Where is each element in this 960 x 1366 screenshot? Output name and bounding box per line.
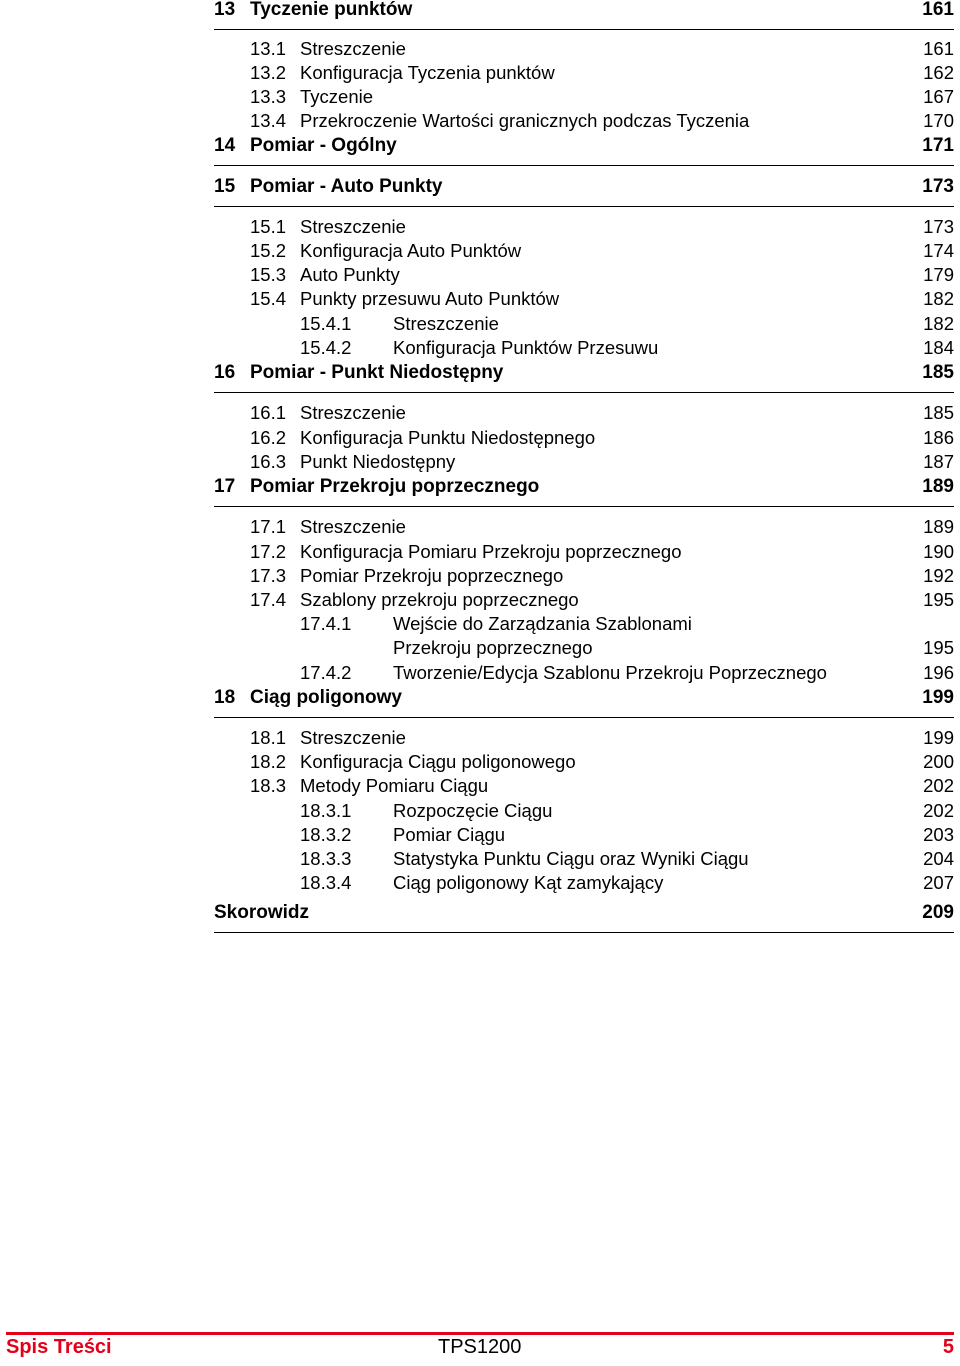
toc-subsection[interactable] <box>214 823 954 847</box>
section-page: 182 <box>923 313 954 334</box>
section-number: 13.2 <box>250 62 287 83</box>
section-title: Tyczenie <box>300 86 374 107</box>
section-page: 189 <box>923 516 954 537</box>
section-page: 203 <box>923 824 954 845</box>
section-title: Wejście do Zarządzania Szablonami <box>393 613 692 634</box>
section-number: 18.3.3 <box>300 848 352 869</box>
section-page: 199 <box>923 727 954 748</box>
section-page: 207 <box>923 872 954 893</box>
section-number: 13.3 <box>250 86 287 107</box>
section-number: 17.4 <box>250 589 287 610</box>
section-page: 185 <box>923 402 954 423</box>
chapter-number: 14 <box>214 135 236 156</box>
section-page: 187 <box>923 451 954 472</box>
section-page: 173 <box>923 216 954 237</box>
toc-section[interactable] <box>214 109 954 133</box>
section-page: 170 <box>923 110 954 131</box>
section-number: 18.3 <box>250 775 287 796</box>
chapter-number: 18 <box>214 687 236 708</box>
section-number: 15.1 <box>250 216 287 237</box>
section-number: 18.1 <box>250 727 287 748</box>
toc-subsection[interactable] <box>214 661 954 685</box>
section-title: Metody Pomiaru Ciągu <box>300 775 489 796</box>
section-page: 190 <box>923 541 954 562</box>
chapter-title: Ciąg poligonowy <box>250 687 402 708</box>
section-title: Tworzenie/Edycja Szablonu Przekroju Poprzecznego <box>393 662 827 683</box>
section-title: Pomiar Przekroju poprzecznego <box>300 565 564 586</box>
toc-section[interactable] <box>214 564 954 588</box>
section-number: 15.4.1 <box>300 313 352 334</box>
toc-section[interactable] <box>214 287 954 311</box>
chapter-page: 189 <box>922 476 954 497</box>
chapter-title: Pomiar Przekroju poprzecznego <box>250 476 540 497</box>
section-number: 18.3.2 <box>300 824 352 845</box>
section-page: 196 <box>923 662 954 683</box>
chapter-title: Pomiar - Punkt Niedostępny <box>250 362 504 383</box>
section-title: Streszczenie <box>300 38 406 59</box>
section-title: Punkty przesuwu Auto Punktów <box>300 288 560 309</box>
toc-section[interactable] <box>214 215 954 239</box>
chapter-page: 173 <box>922 176 954 197</box>
section-page: 204 <box>923 848 954 869</box>
section-title: Streszczenie <box>300 216 406 237</box>
chapter-page: 161 <box>922 0 954 20</box>
chapter-page: 171 <box>922 135 954 156</box>
section-number: 15.2 <box>250 240 287 261</box>
chapter-number: 13 <box>214 0 236 20</box>
chapter-title: Skorowidz <box>214 902 310 923</box>
section-number: 16.2 <box>250 427 287 448</box>
section-title: Auto Punkty <box>300 264 400 285</box>
section-title: Konfiguracja Auto Punktów <box>300 240 522 261</box>
toc-chapter[interactable] <box>214 688 954 718</box>
section-title: Streszczenie <box>300 402 406 423</box>
section-number: 18.3.1 <box>300 800 352 821</box>
section-title: Przekroczenie Wartości granicznych podczas Tyczenia <box>300 110 750 131</box>
chapter-title: Pomiar - Auto Punkty <box>250 176 443 197</box>
section-title: Punkt Niedostępny <box>300 451 456 472</box>
toc-section[interactable] <box>214 263 954 287</box>
section-page: 174 <box>923 240 954 261</box>
toc-section[interactable] <box>214 726 954 750</box>
toc-subsection[interactable] <box>214 799 954 823</box>
toc-subsection[interactable] <box>214 636 954 660</box>
footer-section-label: Spis Treści <box>6 1336 112 1358</box>
section-page: 202 <box>923 775 954 796</box>
section-title: Szablony przekroju poprzecznego <box>300 589 579 610</box>
page-footer <box>0 1330 960 1366</box>
chapter-number: 15 <box>214 176 236 197</box>
chapter-page: 209 <box>922 902 954 923</box>
section-page: 162 <box>923 62 954 83</box>
section-title: Rozpoczęcie Ciągu <box>393 800 553 821</box>
section-page: 184 <box>923 337 954 358</box>
section-title: Konfiguracja Tyczenia punktów <box>300 62 555 83</box>
toc-chapter[interactable] <box>214 177 954 207</box>
section-number: 16.3 <box>250 451 287 472</box>
section-page: 167 <box>923 86 954 107</box>
section-page: 195 <box>923 637 954 658</box>
section-page: 202 <box>923 800 954 821</box>
section-number: 18.3.4 <box>300 872 352 893</box>
section-page: 161 <box>923 38 954 59</box>
section-number: 17.4.1 <box>300 613 352 634</box>
toc-section[interactable] <box>214 588 954 612</box>
section-number: 18.2 <box>250 751 287 772</box>
section-title: Konfiguracja Pomiaru Przekroju poprzecznego <box>300 541 682 562</box>
section-number: 16.1 <box>250 402 287 423</box>
toc-section[interactable] <box>214 85 954 109</box>
toc-subsection[interactable] <box>214 312 954 336</box>
section-page: 195 <box>923 589 954 610</box>
section-title: Streszczenie <box>300 516 406 537</box>
chapter-page: 185 <box>922 362 954 383</box>
section-number: 15.3 <box>250 264 287 285</box>
toc-chapter[interactable] <box>214 477 954 507</box>
toc-section[interactable] <box>214 61 954 85</box>
toc-section[interactable] <box>214 750 954 774</box>
chapter-title: Tyczenie punktów <box>250 0 413 20</box>
section-number: 15.4.2 <box>300 337 352 358</box>
section-title: Streszczenie <box>300 727 406 748</box>
chapter-number: 16 <box>214 362 236 383</box>
section-number: 15.4 <box>250 288 287 309</box>
toc-chapter[interactable] <box>214 363 954 393</box>
section-title: Statystyka Punktu Ciągu oraz Wyniki Ciągu <box>393 848 749 869</box>
chapter-number: 17 <box>214 476 236 497</box>
section-number: 13.1 <box>250 38 287 59</box>
toc-chapter[interactable] <box>214 903 954 933</box>
footer-rule <box>6 1332 954 1335</box>
toc-chapter[interactable] <box>214 136 954 166</box>
toc-subsection[interactable] <box>214 847 954 871</box>
toc-section[interactable] <box>214 37 954 61</box>
toc-section[interactable] <box>214 450 954 474</box>
toc-subsection[interactable] <box>214 336 954 360</box>
section-page: 200 <box>923 751 954 772</box>
section-title: Konfiguracja Ciągu poligonowego <box>300 751 576 772</box>
section-number: 17.3 <box>250 565 287 586</box>
toc-section[interactable] <box>214 426 954 450</box>
section-page: 179 <box>923 264 954 285</box>
section-title: Ciąg poligonowy Kąt zamykający <box>393 872 664 893</box>
section-title: Streszczenie <box>393 313 499 334</box>
toc-section[interactable] <box>214 515 954 539</box>
section-number: 17.2 <box>250 541 287 562</box>
footer-product: TPS1200 <box>438 1336 522 1358</box>
toc-chapter[interactable] <box>214 0 954 30</box>
chapter-page: 199 <box>922 687 954 708</box>
toc-subsection[interactable] <box>214 871 954 895</box>
section-title: Konfiguracja Punktów Przesuwu <box>393 337 659 358</box>
chapter-title: Pomiar - Ogólny <box>250 135 397 156</box>
toc-section[interactable] <box>214 239 954 263</box>
section-page: 182 <box>923 288 954 309</box>
section-number: 17.4.2 <box>300 662 352 683</box>
footer-page-number: 5 <box>942 1336 954 1358</box>
section-title: Przekroju poprzecznego <box>393 637 593 658</box>
section-page: 186 <box>923 427 954 448</box>
toc-section[interactable] <box>214 540 954 564</box>
section-number: 17.1 <box>250 516 287 537</box>
toc-section[interactable] <box>214 774 954 798</box>
toc-subsection[interactable] <box>214 612 954 636</box>
toc-section[interactable] <box>214 401 954 425</box>
section-title: Konfiguracja Punktu Niedostępnego <box>300 427 596 448</box>
section-page: 192 <box>923 565 954 586</box>
section-number: 13.4 <box>250 110 287 131</box>
section-title: Pomiar Ciągu <box>393 824 506 845</box>
